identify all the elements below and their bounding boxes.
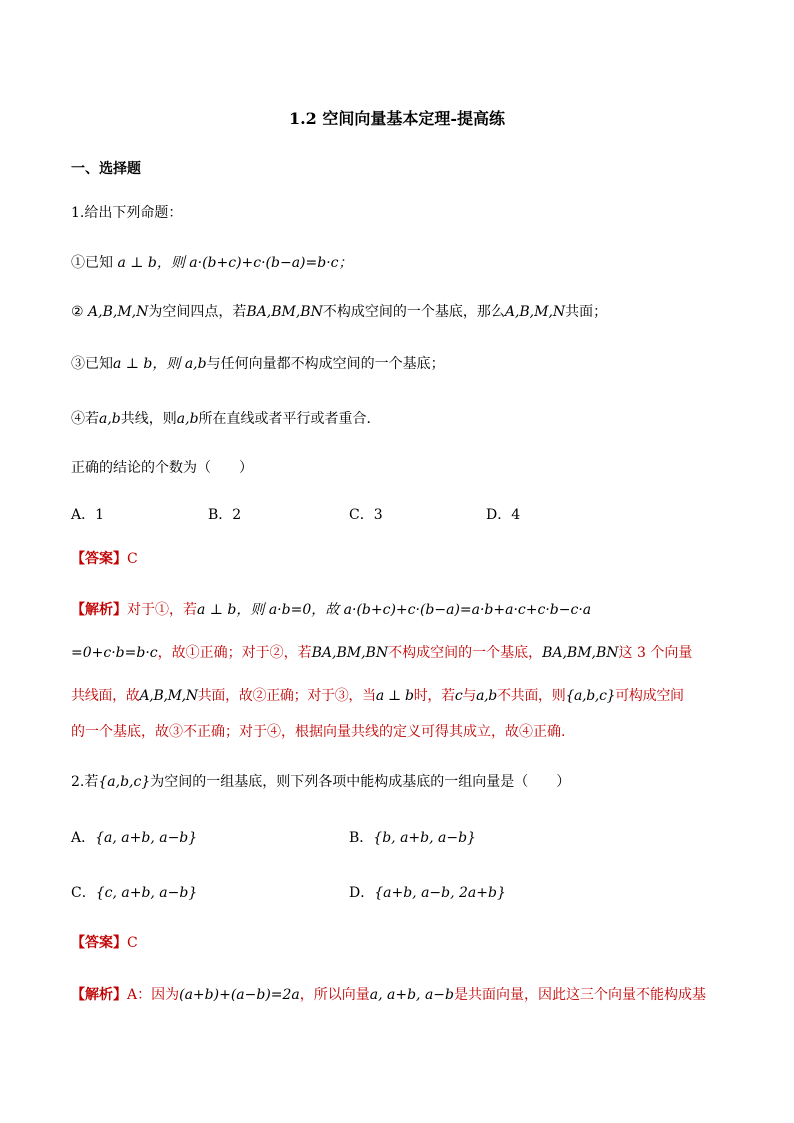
option-label: A． bbox=[71, 830, 96, 846]
text: 与 bbox=[462, 688, 477, 704]
math-expr: a,b bbox=[99, 411, 121, 427]
q1-option-b: B．2 bbox=[208, 507, 242, 523]
q1-prompt: 正确的结论的个数为（ ） bbox=[71, 460, 253, 476]
q1-option-c: C．3 bbox=[349, 507, 383, 523]
math-expr: a ⊥ b，则 a,b bbox=[113, 356, 207, 372]
answer-tag: 【答案】 bbox=[71, 551, 127, 567]
analysis-tag: 【解析】 bbox=[71, 987, 127, 1003]
math-expr: a,b bbox=[476, 688, 497, 704]
math-expr: BA,BM,BN bbox=[311, 645, 389, 661]
answer-value: C bbox=[127, 551, 138, 567]
answer-tag: 【答案】 bbox=[71, 935, 127, 951]
q2-analysis-line-1 bbox=[71, 985, 734, 1005]
q1-analysis-line-2 bbox=[71, 643, 734, 663]
text: ② bbox=[71, 304, 89, 320]
text: 不共面，则 bbox=[496, 688, 566, 704]
text: ③已知 bbox=[71, 356, 113, 372]
math-expr: A,B,M,N bbox=[88, 304, 149, 320]
text: 不构成空间的一个基底， bbox=[388, 645, 543, 661]
math-expr: BA,BM,BN bbox=[246, 304, 323, 320]
text: ④若 bbox=[71, 411, 99, 427]
math-expr: a,b bbox=[176, 411, 199, 427]
text: ，故①正确；对于②，若 bbox=[157, 645, 312, 661]
option-label: B． bbox=[349, 830, 374, 846]
analysis-tag: 【解析】 bbox=[71, 602, 127, 618]
text: 时，若 bbox=[413, 688, 455, 704]
q1-analysis-line-4: 的一个基底，故③不正确；对于④，根据向量共线的定义可得其成立，故④正确. bbox=[71, 724, 566, 740]
q2-option-d bbox=[349, 883, 506, 903]
text: 这 3 个向量 bbox=[618, 645, 693, 661]
q1-item-2 bbox=[71, 302, 734, 322]
q2-option-a bbox=[71, 828, 197, 848]
q2-stem bbox=[71, 772, 734, 792]
text: 对于①，若 bbox=[127, 602, 197, 618]
q1-answer bbox=[71, 549, 734, 569]
option-label: D． bbox=[349, 885, 375, 901]
text: 不构成空间的一个基底，那么 bbox=[322, 304, 505, 320]
q2-option-c bbox=[71, 883, 197, 903]
text: 是共面向量，因此这三个向量不能构成基 bbox=[454, 987, 706, 1003]
text: 为空间的一组基底，则下列各项中能构成基底的一组向量是（ ） bbox=[150, 774, 571, 790]
text: 共线，则 bbox=[120, 411, 177, 427]
text: A：因为 bbox=[127, 987, 180, 1003]
math-expr: a, a+b, a−b bbox=[369, 987, 454, 1003]
math-expr: c bbox=[454, 688, 463, 704]
math-expr: a ⊥ b，则 a·(b+c)+c·(b−a)=b·c； bbox=[117, 255, 353, 271]
q1-item-3 bbox=[71, 354, 734, 374]
text: 为空间四点，若 bbox=[148, 304, 247, 320]
text: ，所以向量 bbox=[299, 987, 370, 1003]
math-expr: {a, a+b, a−b} bbox=[95, 830, 198, 846]
text: 共面； bbox=[565, 304, 608, 320]
text: ①已知 bbox=[71, 255, 113, 271]
q1-item-1 bbox=[71, 253, 734, 273]
math-expr: {a+b, a−b, 2a+b} bbox=[374, 885, 506, 901]
math-expr: {c, a+b, a−b} bbox=[95, 885, 198, 901]
section-heading: 一、选择题 bbox=[71, 161, 141, 177]
q2-option-b bbox=[349, 828, 476, 848]
text: 2.若 bbox=[71, 774, 99, 790]
math-expr: {b, a+b, a−b} bbox=[373, 830, 476, 846]
math-expr: A,B,M,N bbox=[504, 304, 566, 320]
text: 共线面，故 bbox=[71, 688, 140, 704]
q1-analysis-line-1 bbox=[71, 600, 734, 620]
q1-option-a: A．1 bbox=[71, 507, 105, 523]
text: 所在直线或者平行或者重合． bbox=[198, 411, 381, 427]
page-title: 1.2 空间向量基本定理-提高练 bbox=[288, 109, 506, 128]
math-expr: =0+c·b=b·c bbox=[71, 645, 158, 661]
text: 可构成空间 bbox=[615, 688, 684, 704]
math-expr: BA,BM,BN bbox=[542, 645, 619, 661]
q1-stem: 1.给出下列命题： bbox=[71, 205, 183, 221]
q1-analysis-line-3 bbox=[71, 686, 734, 706]
text: 与任何向量都不构成空间的一个基底； bbox=[206, 356, 445, 372]
math-expr: a ⊥ b bbox=[375, 688, 414, 704]
option-label: C． bbox=[71, 885, 96, 901]
q1-option-d: D．4 bbox=[486, 507, 521, 523]
math-expr: a ⊥ b，则 a·b=0，故 a·(b+c)+c·(b−a)=a·b+a·c+c·b−c·a bbox=[197, 602, 592, 618]
text: 共面，故②正确；对于③，当 bbox=[197, 688, 376, 704]
math-expr: (a+b)+(a−b)=2a bbox=[179, 987, 300, 1003]
math-expr: {a,b,c} bbox=[98, 774, 151, 790]
math-expr: {a,b,c} bbox=[565, 688, 616, 704]
answer-value: C bbox=[127, 935, 138, 951]
q2-answer bbox=[71, 933, 734, 953]
math-expr: A,B,M,N bbox=[139, 688, 198, 704]
q1-item-4 bbox=[71, 409, 734, 429]
